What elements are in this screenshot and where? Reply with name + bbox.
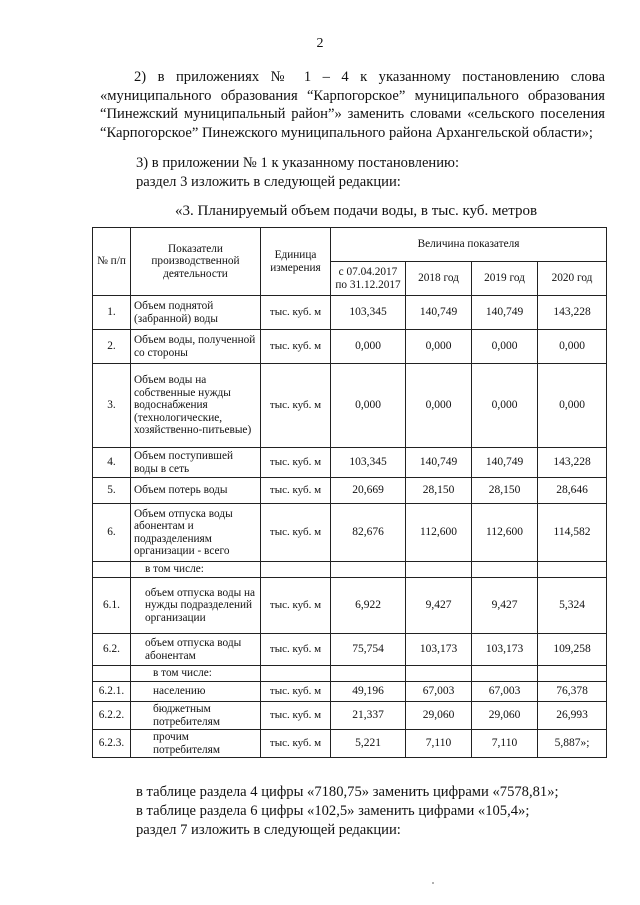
- row-unit-empty: [261, 666, 331, 682]
- row-value: 103,345: [331, 296, 406, 330]
- header-period-2018: 2018 год: [406, 262, 472, 296]
- row-value: 0,000: [538, 364, 607, 448]
- row-num: 3.: [93, 364, 131, 448]
- row-value: 49,196: [331, 682, 406, 702]
- header-period-2019: 2019 год: [472, 262, 538, 296]
- row-value: 21,337: [331, 702, 406, 730]
- paragraph-amendment-3: 3) в приложении № 1 к указанному постановлению:: [136, 155, 460, 171]
- row-value-empty: [406, 666, 472, 682]
- row-value: 29,060: [406, 702, 472, 730]
- row-num: 6.1.: [93, 578, 131, 634]
- paragraph-amendment-2: [100, 68, 605, 142]
- row-value: 7,110: [472, 730, 538, 758]
- page-number: 2: [316, 36, 324, 51]
- row-value: 28,150: [406, 478, 472, 504]
- row-value: 67,003: [472, 682, 538, 702]
- row-num-empty: [93, 666, 131, 682]
- row-subheading: в том числе:: [131, 666, 261, 682]
- row-unit: тыс. куб. м: [261, 634, 331, 666]
- row-value: 67,003: [406, 682, 472, 702]
- table-title: «3. Планируемый объем подачи воды, в тыс. куб. метров: [175, 203, 538, 219]
- header-value-group: Величина показателя: [331, 228, 607, 262]
- table-row: [93, 578, 607, 634]
- row-unit: тыс. куб. м: [261, 364, 331, 448]
- row-value: 0,000: [472, 330, 538, 364]
- row-num: 2.: [93, 330, 131, 364]
- row-num: 6.2.2.: [93, 702, 131, 730]
- header-num: № п/п: [93, 228, 131, 296]
- row-value: 103,173: [406, 634, 472, 666]
- table-subheading-row: [93, 666, 607, 682]
- row-value: 143,228: [538, 448, 607, 478]
- row-value: 112,600: [406, 504, 472, 562]
- row-name: Объем воды на собственные нужды водоснабжения (технологические, хозяйственно-питьевые): [131, 364, 261, 448]
- water-volume-table: [92, 227, 607, 758]
- row-value: 28,646: [538, 478, 607, 504]
- row-value: 112,600: [472, 504, 538, 562]
- row-num: 5.: [93, 478, 131, 504]
- table-row: [93, 296, 607, 330]
- row-value: 26,993: [538, 702, 607, 730]
- row-name: бюджетным потребителям: [131, 702, 261, 730]
- table-row: [93, 504, 607, 562]
- row-name: Объем потерь воды: [131, 478, 261, 504]
- header-unit: Единица измерения: [261, 228, 331, 296]
- row-unit-empty: [261, 562, 331, 578]
- row-value: 9,427: [472, 578, 538, 634]
- row-value-empty: [472, 666, 538, 682]
- header-period-2017: с 07.04.2017 по 31.12.2017: [331, 262, 406, 296]
- row-value: 5,221: [331, 730, 406, 758]
- row-unit: тыс. куб. м: [261, 296, 331, 330]
- row-value: 28,150: [472, 478, 538, 504]
- row-name: прочим потребителям: [131, 730, 261, 758]
- paragraph-section-4-change: в таблице раздела 4 цифры «7180,75» заменить цифрами «7578,81»;: [136, 784, 559, 800]
- row-value-empty: [331, 562, 406, 578]
- row-value: 103,173: [472, 634, 538, 666]
- table-row: [93, 702, 607, 730]
- row-value: 76,378: [538, 682, 607, 702]
- row-value: 6,922: [331, 578, 406, 634]
- row-num: 4.: [93, 448, 131, 478]
- row-value-empty: [331, 666, 406, 682]
- table-row: [93, 330, 607, 364]
- row-value: 143,228: [538, 296, 607, 330]
- row-value: 109,258: [538, 634, 607, 666]
- row-num: 6.: [93, 504, 131, 562]
- row-num: 6.2.1.: [93, 682, 131, 702]
- row-value: 0,000: [472, 364, 538, 448]
- row-value: 140,749: [406, 448, 472, 478]
- paragraph-section-7: раздел 7 изложить в следующей редакции:: [136, 822, 401, 838]
- row-num: 1.: [93, 296, 131, 330]
- scan-speck: [432, 882, 434, 884]
- row-unit: тыс. куб. м: [261, 578, 331, 634]
- paragraph-section-6-change: в таблице раздела 6 цифры «102,5» заменить цифрами «105,4»;: [136, 803, 530, 819]
- row-unit: тыс. куб. м: [261, 730, 331, 758]
- row-num: 6.2.3.: [93, 730, 131, 758]
- row-value: 9,427: [406, 578, 472, 634]
- row-value: 0,000: [331, 330, 406, 364]
- paragraph-amendment-2-text: 2) в приложениях № 1 – 4 к указанному постановлению слова «муниципального образования “Карпогорское” муниципального образования “Пинежский муниципальный район”» заменить словами «сельского поселения “Карпогорское” Пинежского муниципального района Архангельской области»;: [100, 69, 605, 141]
- row-value: 114,582: [538, 504, 607, 562]
- row-value-empty: [538, 666, 607, 682]
- row-unit: тыс. куб. м: [261, 448, 331, 478]
- row-num: 6.2.: [93, 634, 131, 666]
- row-subheading: в том числе:: [131, 562, 261, 578]
- row-value: 5,887»;: [538, 730, 607, 758]
- row-value-empty: [538, 562, 607, 578]
- row-value: 5,324: [538, 578, 607, 634]
- paragraph-section-3: раздел 3 изложить в следующей редакции:: [136, 174, 401, 190]
- table-subheading-row: [93, 562, 607, 578]
- row-value: 103,345: [331, 448, 406, 478]
- row-value: 140,749: [406, 296, 472, 330]
- row-value-empty: [472, 562, 538, 578]
- row-name: Объем поступившей воды в сеть: [131, 448, 261, 478]
- row-name: Объем воды, полученной со стороны: [131, 330, 261, 364]
- row-name: объем отпуска воды абонентам: [131, 634, 261, 666]
- row-value: 140,749: [472, 296, 538, 330]
- row-value: 7,110: [406, 730, 472, 758]
- header-period-2020: 2020 год: [538, 262, 607, 296]
- row-value: 20,669: [331, 478, 406, 504]
- row-value: 0,000: [406, 364, 472, 448]
- row-value: 0,000: [406, 330, 472, 364]
- row-name: Объем поднятой (забранной) воды: [131, 296, 261, 330]
- row-value-empty: [406, 562, 472, 578]
- row-value: 29,060: [472, 702, 538, 730]
- row-unit: тыс. куб. м: [261, 682, 331, 702]
- row-value: 0,000: [331, 364, 406, 448]
- table-row: [93, 448, 607, 478]
- row-num-empty: [93, 562, 131, 578]
- row-unit: тыс. куб. м: [261, 478, 331, 504]
- row-unit: тыс. куб. м: [261, 330, 331, 364]
- row-value: 140,749: [472, 448, 538, 478]
- table-row: [93, 634, 607, 666]
- row-unit: тыс. куб. м: [261, 702, 331, 730]
- row-value: 75,754: [331, 634, 406, 666]
- header-indicator: Показатели производственной деятельности: [131, 228, 261, 296]
- row-value: 0,000: [538, 330, 607, 364]
- row-name: населению: [131, 682, 261, 702]
- table-row: [93, 730, 607, 758]
- row-name: объем отпуска воды на нужды подразделений организации: [131, 578, 261, 634]
- row-unit: тыс. куб. м: [261, 504, 331, 562]
- row-value: 82,676: [331, 504, 406, 562]
- table-row: [93, 364, 607, 448]
- table-row: [93, 478, 607, 504]
- table-row: [93, 682, 607, 702]
- row-name: Объем отпуска воды абонентам и подразделениям организации - всего: [131, 504, 261, 562]
